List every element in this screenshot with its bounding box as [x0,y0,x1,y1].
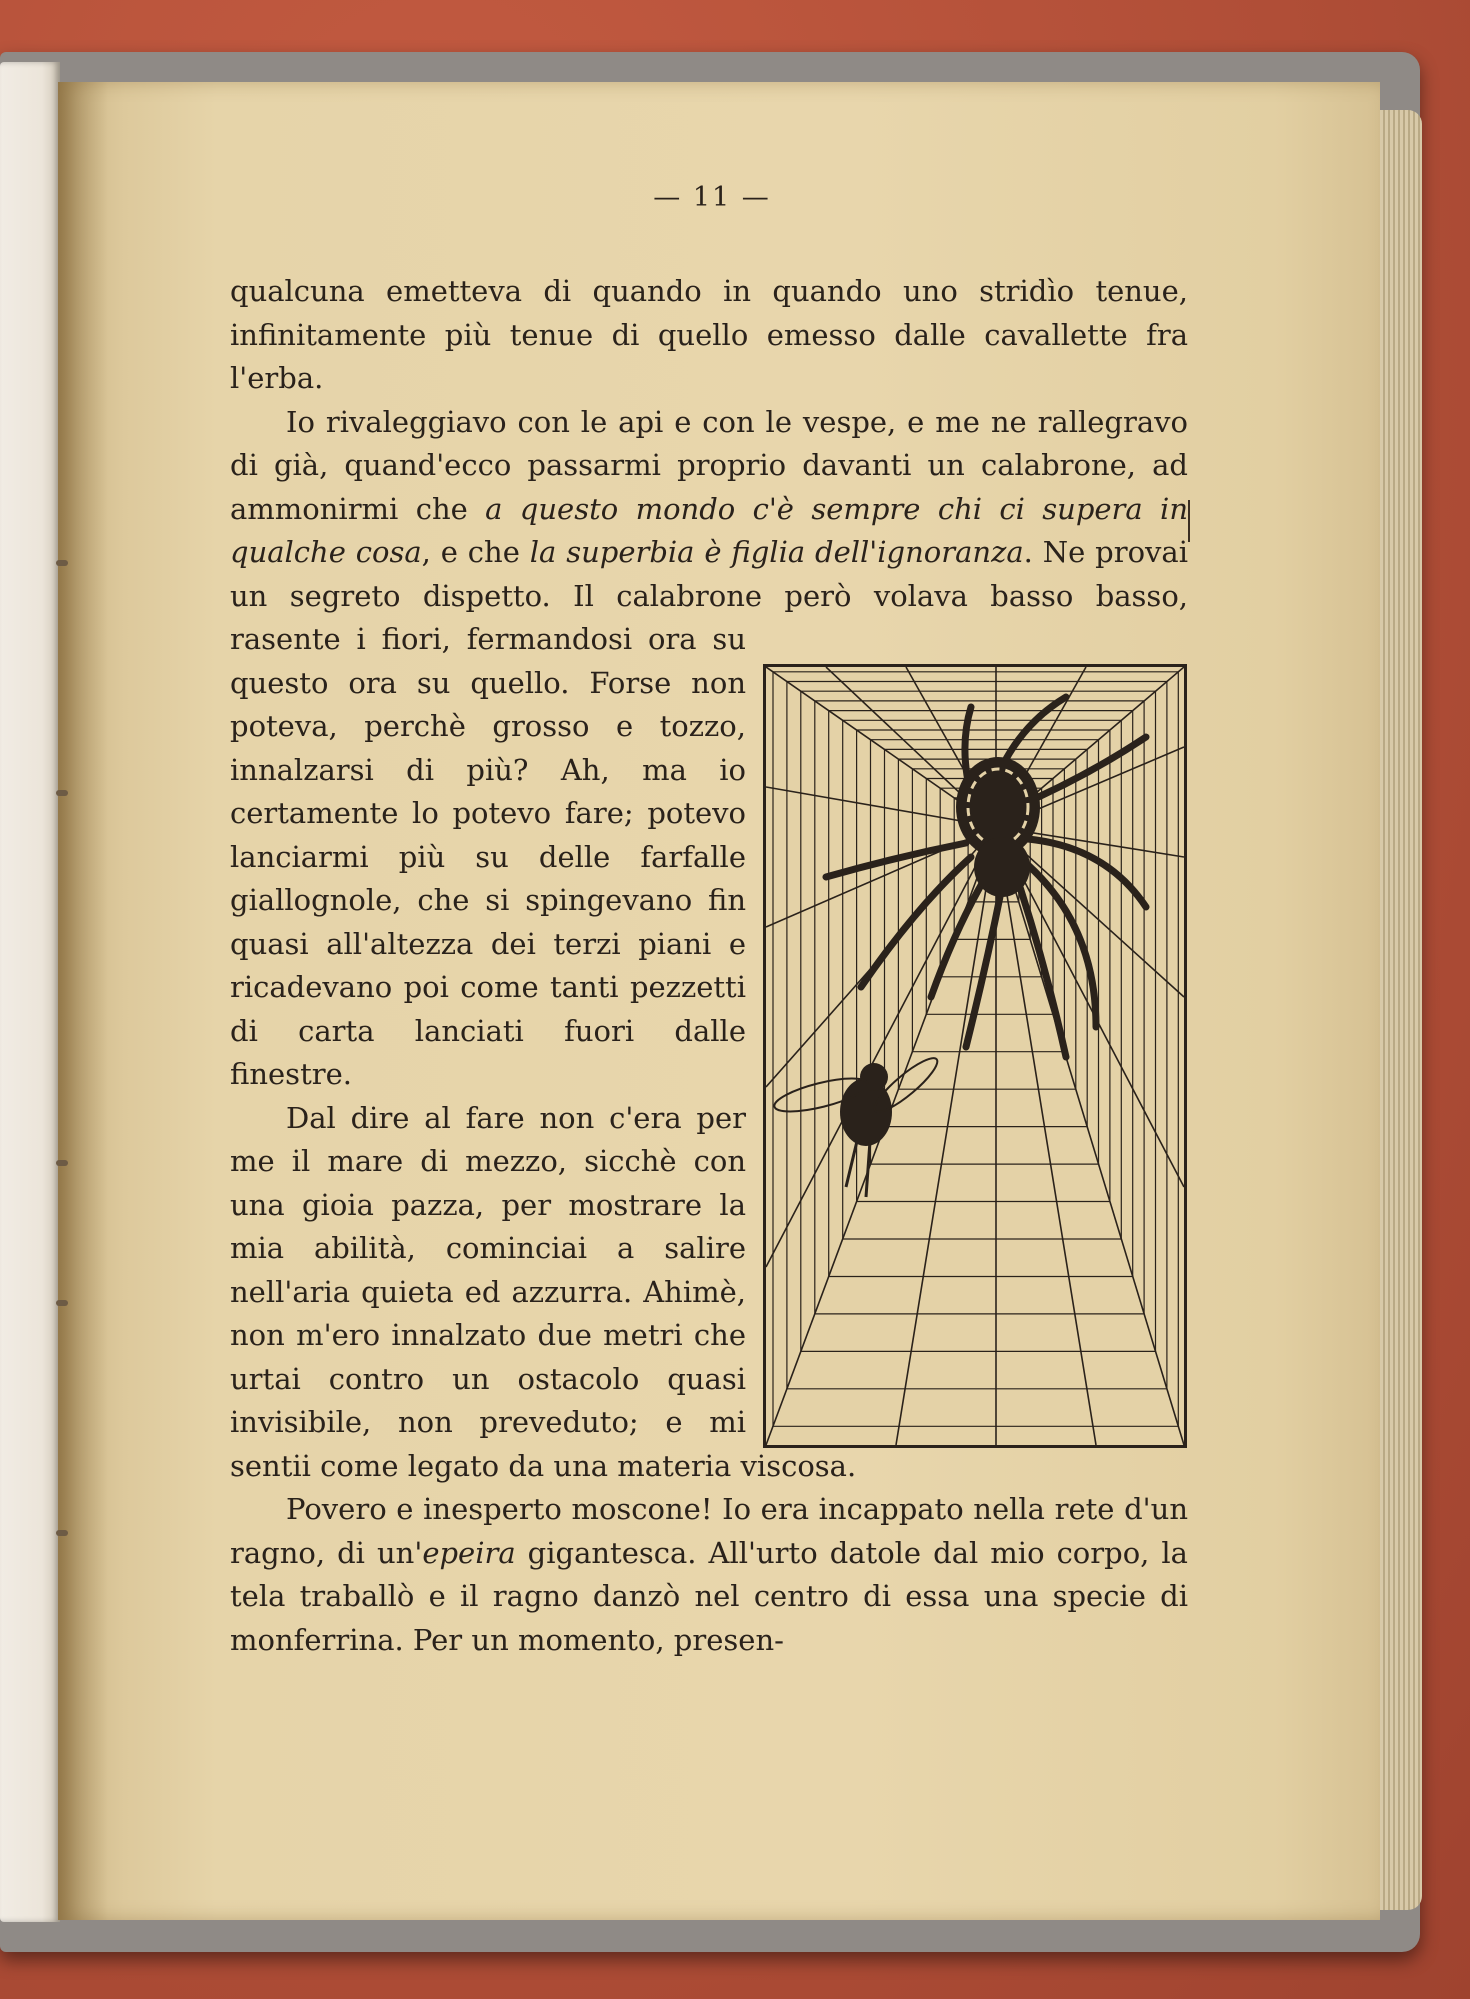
body-text [230,270,1188,1662]
binding-stitch [56,1300,68,1306]
binding-stitch [56,790,68,796]
paragraph-4-italic: epeira [422,1535,516,1570]
left-page-edge [0,62,60,1922]
paragraph-2-italic-1: a questo mondo c'è sempre chi ci supera in qualche cosa [230,491,1189,569]
figure-wrap-spacer [746,622,1188,1408]
paragraph-2-part-c: . Ne provai un segreto dispetto. Il calabrone però volava basso basso, rasente i fiori, fermandosi ora su questo ora su quello. Forse non poteva, perchè grosso e tozzo, innalzarsi di più? Ah, ma io certamente lo potevo fare; potevo lanciarmi più su delle farfalle giallognole, che si spingevano fin quasi all'altezza dei terzi piani e ricadevano poi come tanti pezzetti di carta lanciati fuori dalle finestre. [230,535,1188,1091]
paragraph-2-part-a: Io rivaleggiavo con le api e con le vespe, e me ne rallegravo di già, quand'ecco passarmi proprio davanti un calabrone, ad ammonirmi che [230,404,1188,526]
binding-stitch [56,1160,68,1166]
paragraph-2-part-b: , e che [421,535,530,569]
paragraph-1: qualcuna emetteva di quando in quando uno stridìo tenue, infinitamente più tenue di quello emesso dalle cavallette fra l'erba. [230,274,1188,395]
page-number: — 11 — [653,182,771,213]
paragraph-4-part-a: Povero e inesperto moscone! Io era incappato nella rete d'un ragno, di un' [230,1492,1188,1570]
binding-stitch [56,1530,68,1536]
paragraph-4-part-b: gigantesca. All'urto datole dal mio corpo, la tela traballò e il ragno danzò nel centro di essa una specie di monferrina. Per un momento, presen- [230,1535,1188,1657]
page-gutter [58,82,108,1920]
paragraph-2-italic-2: la superbia è figlia dell'ignoranza [529,535,1024,569]
binding-stitch [56,560,68,566]
paragraph-3: Dal dire al fare non c'era per me il mare di mezzo, sicchè con una gioia pazza, per mostrare la mia abilità, cominciai a salire nell'aria quieta ed azzurra. Ahimè, non m'ero innalzato due metri che urtai contro un ostacolo quasi invisibile, non preveduto; e mi sentii come legato da una materia viscosa. [230,1100,857,1483]
paragraph-4 [230,1488,1188,1662]
margin-mark [1188,500,1190,542]
